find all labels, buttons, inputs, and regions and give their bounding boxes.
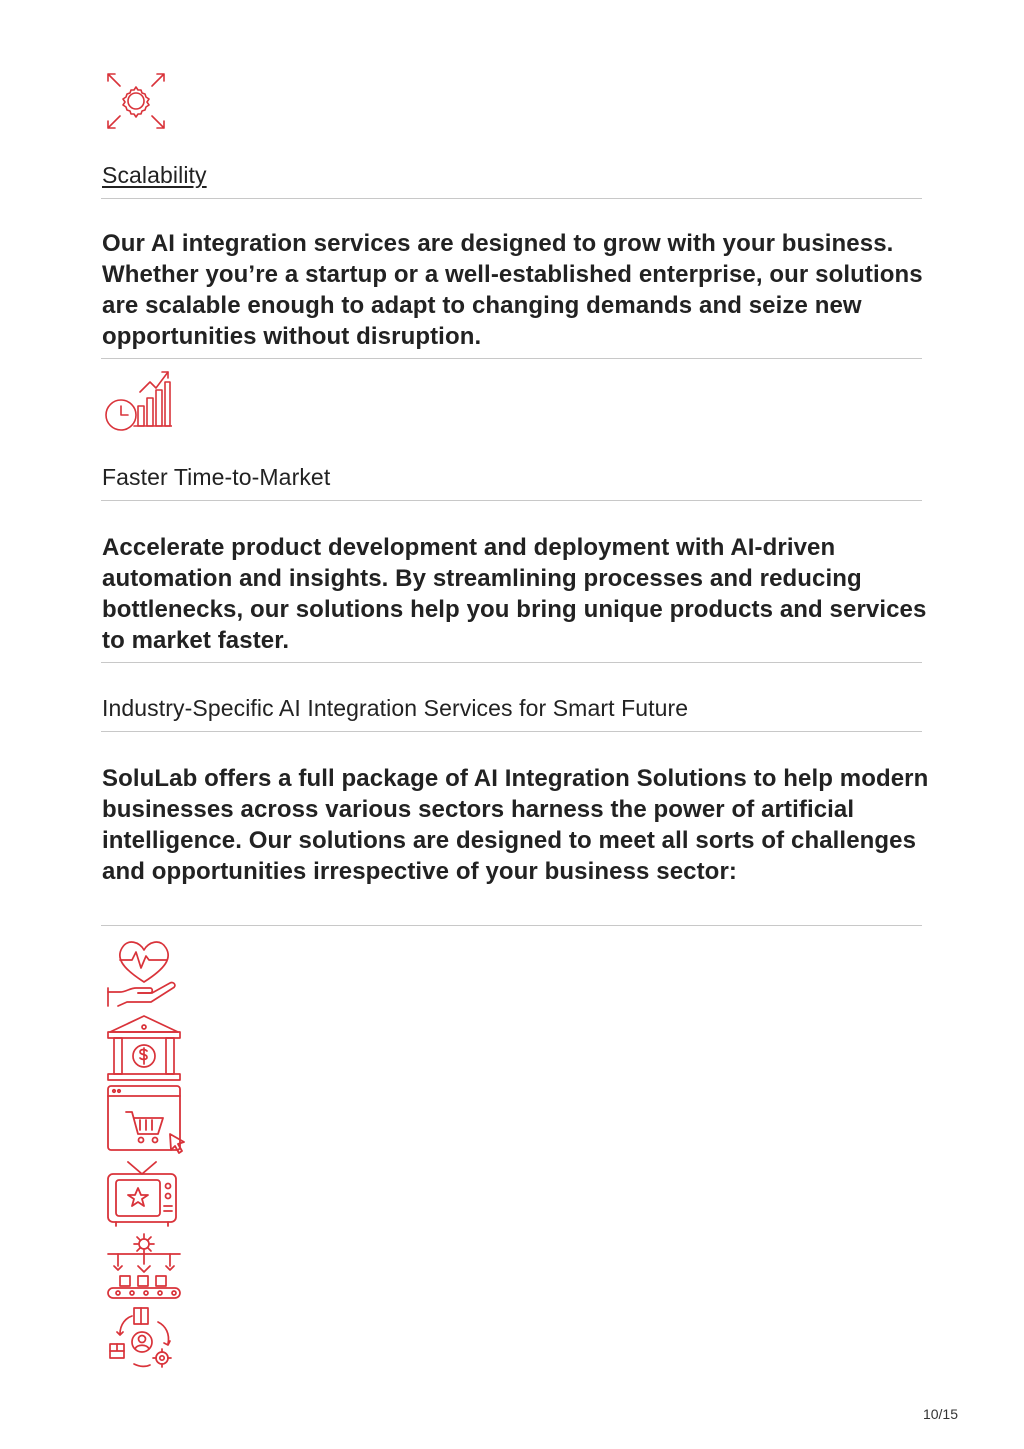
page-number: 10/15 — [922, 1406, 958, 1422]
clock-growth-chart-icon — [104, 368, 172, 434]
media-entertainment-tv-icon — [104, 1158, 180, 1228]
industry-description: SoluLab offers a full package of AI Integration Solutions to help modern businesses across various sectors harness the power of artificial intelligence. Our solutions are designed to meet all sorts of challenges and opportunities irrespective of your business sector: — [102, 765, 929, 885]
divider — [101, 198, 922, 199]
divider — [101, 662, 922, 663]
divider — [101, 925, 922, 926]
ecommerce-cart-icon — [104, 1084, 188, 1158]
scalability-gear-arrows-icon — [104, 70, 168, 132]
banking-finance-icon — [104, 1012, 184, 1084]
healthcare-heart-hand-icon — [104, 936, 180, 1012]
divider — [101, 358, 922, 359]
divider — [101, 731, 922, 732]
faster-title: Faster Time-to-Market — [102, 464, 331, 490]
logistics-supply-chain-icon — [104, 1304, 178, 1370]
faster-description: Accelerate product development and deployment with AI-driven automation and insights. By streamlining processes and reducing bottlenecks, our solutions help you bring unique products and services to market faster. — [102, 534, 927, 654]
scalability-title: Scalability — [102, 162, 207, 188]
divider — [101, 500, 922, 501]
manufacturing-robot-arms-icon — [104, 1232, 184, 1304]
industry-title: Industry-Specific AI Integration Services for Smart Future — [102, 695, 689, 721]
scalability-description: Our AI integration services are designed to grow with your business. Whether you’re a startup or a well-established enterprise, our solutions are scalable enough to adapt to changing demands and seize new opportunities without disruption. — [102, 230, 923, 350]
